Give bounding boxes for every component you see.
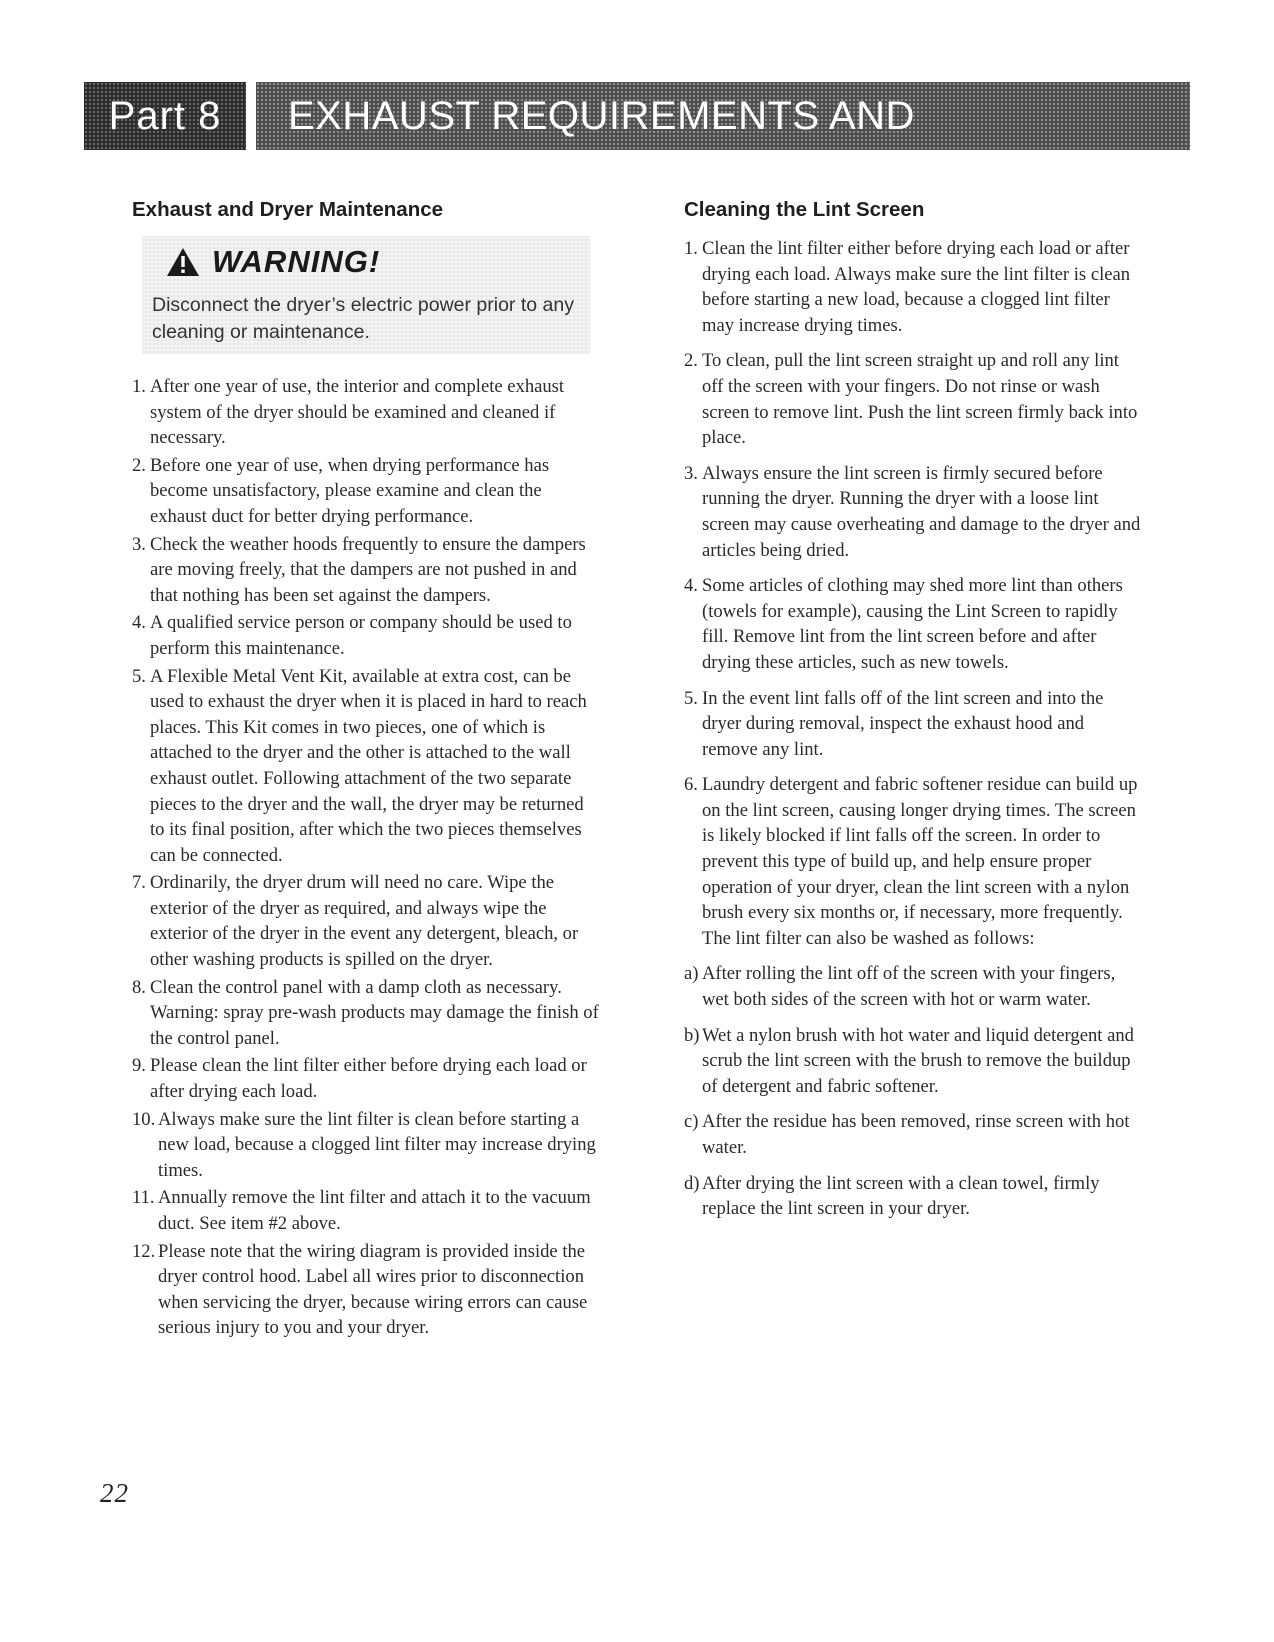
item-text: Always make sure the lint filter is clean before starting a new load, because a clogged lint filter may increase drying times. [158, 1108, 596, 1181]
part-label: Part 8 [84, 82, 246, 150]
list-item [684, 1023, 1144, 1100]
item-number: 4. [684, 575, 698, 597]
warning-text: Disconnect the dryer’s electric power prior to any cleaning or maintenance. [152, 294, 574, 343]
item-number: 9. [132, 1055, 146, 1077]
item-text: Annually remove the lint filter and attach it to the vacuum duct. See item #2 above. [158, 1187, 591, 1234]
warning-triangle-icon [166, 247, 200, 277]
item-text: After one year of use, the interior and complete exhaust system of the dryer should be examined and cleaned if necessary. [150, 376, 565, 449]
item-text: Ordinarily, the dryer drum will need no care. Wipe the exterior of the dryer as required, and always wipe the exterior of the dryer in the event any detergent, bleach, or other washing products is spilled on the dryer. [150, 872, 579, 971]
warning-header [166, 244, 590, 280]
item-number: 8. [132, 976, 146, 998]
list-item [684, 686, 1144, 763]
list-item [132, 610, 602, 661]
item-text: After drying the lint screen with a clean towel, firmly replace the lint screen in your dryer. [702, 1172, 1100, 1220]
left-column [132, 198, 602, 1343]
item-number: 2. [684, 350, 698, 372]
item-text: Always ensure the lint screen is firmly secured before running the dryer. Running the dryer with a loose lint screen may cause overheating and damage to the dryer and articles being dried. [702, 462, 1141, 561]
list-item [132, 1239, 602, 1341]
item-number: 1. [684, 238, 698, 259]
list-item [684, 348, 1144, 450]
item-text: Clean the control panel with a damp cloth as necessary. Warning: spray pre-wash products may damage the finish of the control panel. [150, 976, 599, 1049]
item-text: A qualified service person or company should be used to perform this maintenance. [150, 612, 572, 659]
item-number: 12. [132, 1240, 156, 1262]
item-number: 3. [684, 462, 698, 484]
item-number: 3. [132, 533, 146, 555]
lint-screen-list [684, 236, 1144, 1222]
page-number: 22 [100, 1478, 129, 1508]
maintenance-list [132, 374, 602, 1341]
maintenance-heading: Exhaust and Dryer Maintenance [132, 198, 444, 221]
item-text: Please note that the wiring diagram is provided inside the dryer control hood. Label all wires prior to disconnection when servicing the dryer, because wiring errors can cause serious injury to you and your dryer. [158, 1240, 588, 1339]
item-number: 10. [132, 1108, 156, 1130]
list-item [132, 374, 602, 451]
list-item [684, 1109, 1144, 1160]
item-text: To clean, pull the lint screen straight up and roll any lint off the screen with your fingers. Do not rinse or wash screen to remove lint. Push the lint screen firmly back into place. [702, 350, 1138, 449]
lint-screen-heading: Cleaning the Lint Screen [684, 198, 925, 221]
item-text: In the event lint falls off of the lint screen and into the dryer during removal, inspect the exhaust hood and remove any lint. [702, 687, 1104, 760]
list-item [132, 453, 602, 530]
list-item [132, 870, 602, 972]
item-text: Before one year of use, when drying performance has become unsatisfactory, please examine and clean the exhaust duct for better drying performance. [150, 454, 550, 527]
section-header [84, 82, 1190, 206]
list-item [684, 461, 1144, 563]
item-number: c) [684, 1111, 699, 1133]
item-number: 1. [132, 376, 146, 397]
right-column [684, 198, 1144, 1232]
warning-box [142, 236, 590, 354]
list-item [132, 975, 602, 1052]
item-number: 4. [132, 612, 146, 634]
list-item [684, 1171, 1144, 1222]
item-text: Clean the lint filter either before drying each load or after drying each load. Always make sure the lint filter is clean before starting a new load, because a clogged lint filter may increase drying times. [702, 238, 1131, 336]
item-text: After rolling the lint off of the screen with your fingers, wet both sides of the screen with hot or warm water. [702, 963, 1116, 1011]
item-text: Wet a nylon brush with hot water and liquid detergent and scrub the lint screen with the brush to remove the buildup of detergent and fabric softener. [702, 1024, 1134, 1097]
item-text: After the residue has been removed, rinse screen with hot water. [702, 1111, 1130, 1158]
item-number: 5. [132, 665, 146, 687]
warning-title: WARNING! [212, 244, 381, 279]
item-text: A Flexible Metal Vent Kit, available at extra cost, can be used to exhaust the dryer when it is placed in hard to reach places. This Kit comes in two pieces, one of which is attached to the dryer and the other is attached to the wall exhaust outlet. Following attachment of the two separate pieces to the dryer and the wall, the dryer may be returned to its final position, after which the two pieces themselves can be connected. [150, 665, 587, 866]
item-text: Laundry detergent and fabric softener residue can build up on the lint screen, causing longer drying times. The screen is likely blocked if lint falls off the screen. In order to prevent this type of build up, and help ensure proper operation of your dryer, clean the lint screen with a nylon brush every six months or, if necessary, more frequently. The lint filter can also be washed as follows: [702, 774, 1138, 949]
list-item [132, 532, 602, 609]
item-number: 7. [132, 872, 146, 894]
list-item [684, 961, 1144, 1012]
section-title: EXHAUST REQUIREMENTS AND MAINTENANCE [256, 82, 1190, 150]
list-item [132, 664, 602, 869]
item-number: 5. [684, 687, 698, 709]
list-item [684, 772, 1144, 951]
list-item [684, 573, 1144, 675]
list-item [132, 1185, 602, 1236]
list-item [684, 236, 1144, 338]
item-number: a) [684, 963, 699, 985]
list-item [132, 1107, 602, 1184]
item-text: Check the weather hoods frequently to ensure the dampers are moving freely, that the dampers are not pushed in and that nothing has been set against the dampers. [150, 533, 586, 606]
item-number: 6. [684, 774, 698, 796]
item-number: 2. [132, 454, 146, 476]
item-number: d) [684, 1172, 700, 1194]
item-text: Please clean the lint filter either before drying each load or after drying each load. [150, 1055, 587, 1103]
item-number: b) [684, 1024, 700, 1046]
item-text: Some articles of clothing may shed more lint than others (towels for example), causing the Lint Screen to rapidly fill. Remove lint from the lint screen before and after drying these articles, such as new towels. [702, 575, 1123, 673]
list-item [132, 1053, 602, 1104]
item-number: 11. [132, 1187, 155, 1209]
